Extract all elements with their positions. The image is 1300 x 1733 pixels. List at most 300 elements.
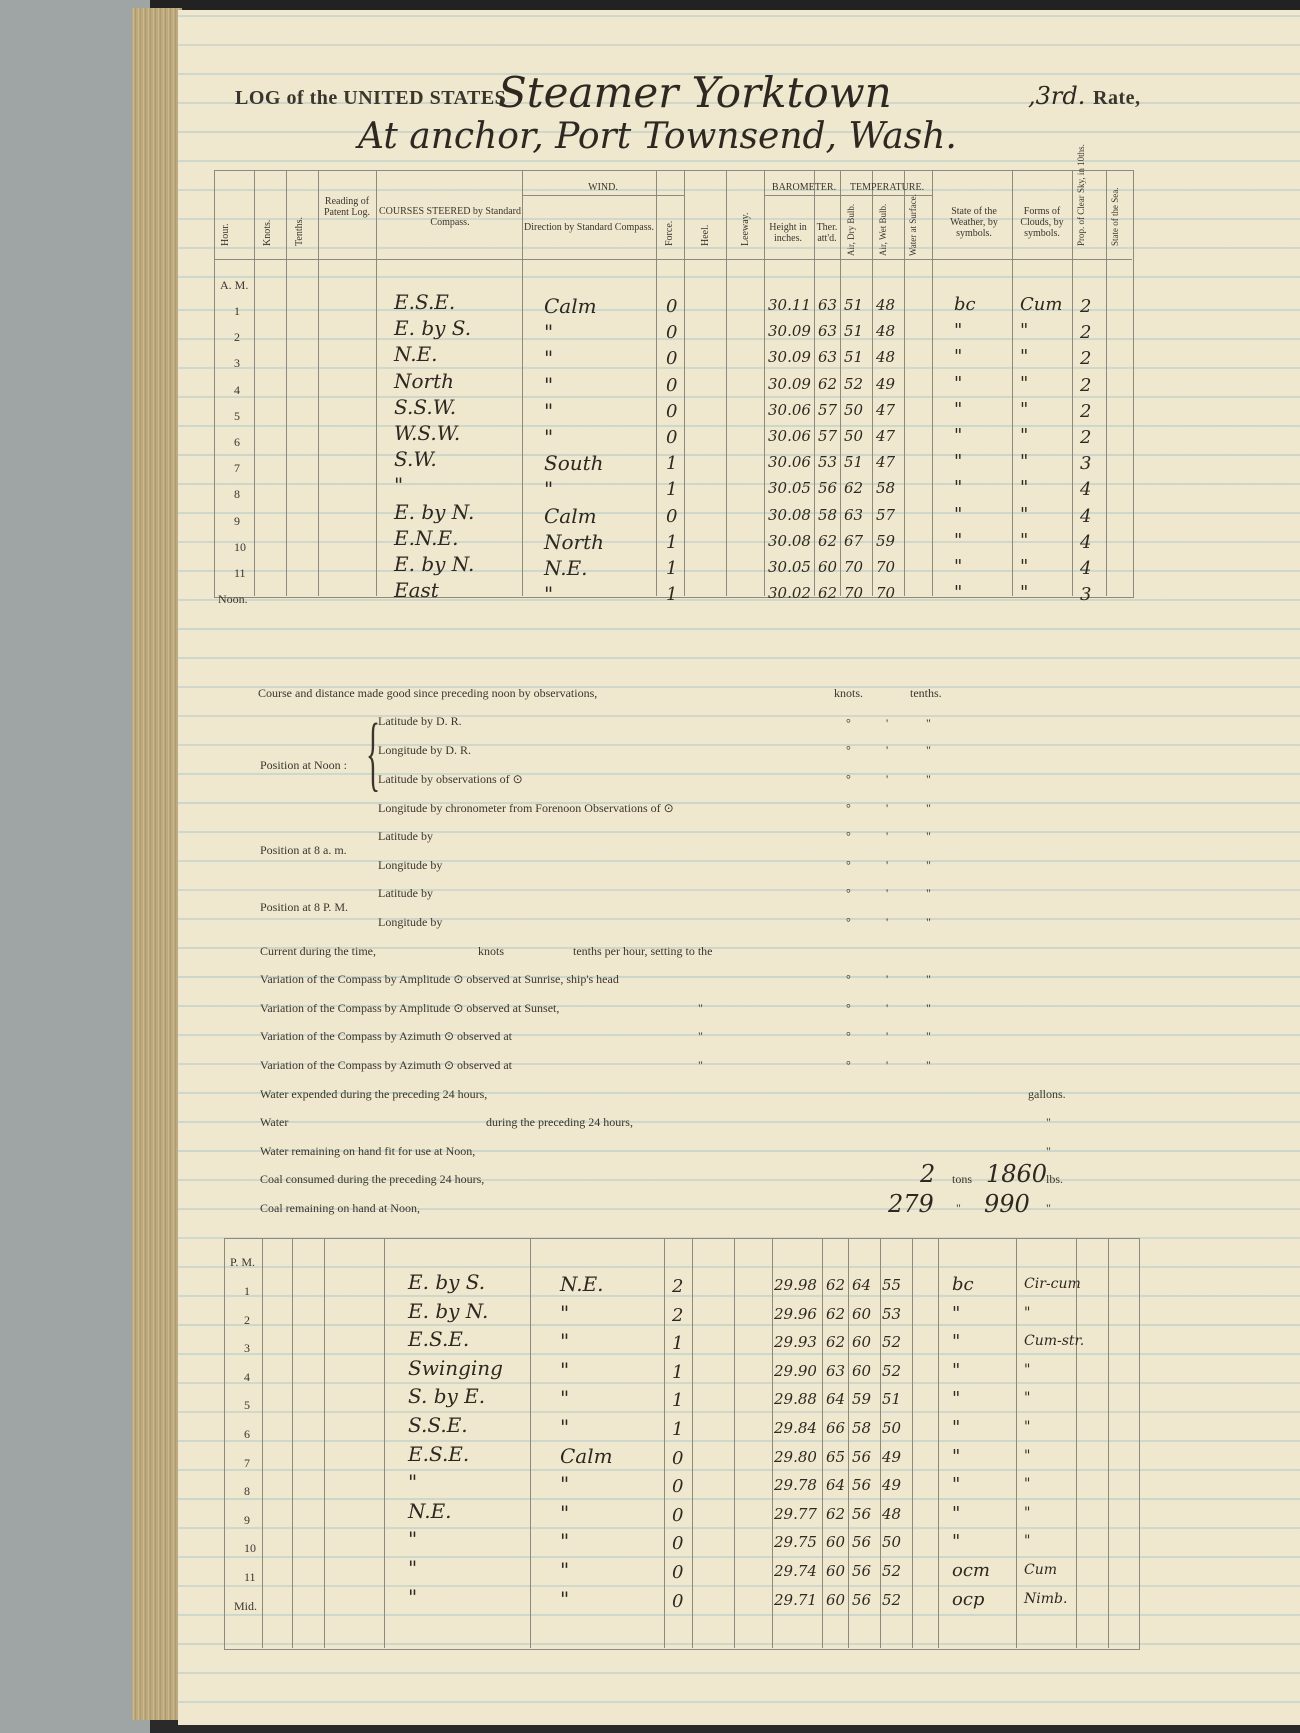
am-clear-sky: 2 [1080, 296, 1092, 317]
col-clear-sky: Prop. of Clear Sky, in 10ths. [1076, 144, 1086, 246]
am-wind: North [544, 529, 605, 554]
col-dry-bulb: Air, Dry Bulb. [846, 203, 856, 256]
pm-course: " [408, 1527, 418, 1552]
pm-force: 0 [672, 1590, 684, 1612]
am-barometer: 30.05 [768, 558, 811, 576]
pm-column-rule [848, 1238, 849, 1648]
am-hour: 11 [234, 566, 246, 580]
degree-mark: ° [846, 915, 851, 929]
am-wind: " [544, 320, 554, 345]
degree-mark: ° [846, 716, 851, 730]
am-hour: 7 [234, 461, 240, 476]
am-column-rule [318, 170, 319, 596]
pm-course: Swinging [408, 1355, 503, 1380]
am-clear-sky: 3 [1080, 453, 1092, 475]
col-height: Height in inches. [769, 222, 807, 244]
pm-ther: 62 [826, 1304, 846, 1323]
col-temperature: TEMPERATURE. [849, 182, 925, 193]
pm-force: 2 [672, 1304, 684, 1326]
pm-column-rule [912, 1238, 913, 1648]
am-wind: " [544, 398, 554, 423]
col-water-surface: Water at Surface. [908, 194, 918, 256]
form-knots: knots. [834, 686, 864, 700]
pm-course: E. by N. [408, 1298, 489, 1323]
pm-column-rule [1108, 1238, 1109, 1648]
pm-barometer: 29.78 [774, 1476, 817, 1495]
am-barometer: 30.09 [768, 374, 811, 393]
pm-barometer: 29.71 [774, 1590, 817, 1609]
coal-consumed-lbs: 1860 [986, 1160, 1048, 1188]
pm-column-rule [530, 1238, 531, 1648]
pm-barometer: 29.80 [774, 1447, 817, 1466]
pm-clouds: " [1024, 1533, 1031, 1550]
am-clear-sky: 2 [1080, 374, 1092, 396]
am-wind: Calm [544, 503, 597, 528]
pm-hour: 8 [244, 1484, 250, 1499]
pm-hour: 11 [244, 1570, 256, 1584]
am-force: 1 [666, 453, 678, 475]
location-note: At anchor, Port Townsend, Wash. [358, 116, 957, 157]
pm-force: 2 [672, 1276, 684, 1297]
am-hour: 10 [234, 539, 246, 554]
pm-course: " [408, 1584, 418, 1609]
pm-hour: Mid. [234, 1598, 258, 1613]
am-hour: 6 [234, 435, 240, 449]
am-weather: " [954, 529, 963, 551]
header-divider [214, 259, 1132, 260]
am-clear-sky: 2 [1080, 400, 1092, 422]
pm-barometer: 29.96 [774, 1304, 817, 1323]
am-wind: " [544, 582, 554, 607]
pm-force: 1 [672, 1333, 684, 1355]
coal-remaining-tons: 279 [888, 1190, 934, 1218]
am-course: S.W. [394, 447, 437, 472]
am-column-rule [684, 170, 685, 596]
pm-clouds: " [1024, 1447, 1031, 1464]
pm-column-rule [938, 1238, 939, 1648]
degree-mark: ° [846, 858, 851, 872]
am-weather: " [954, 477, 963, 499]
am-ther: 58 [818, 505, 838, 524]
pm-weather: " [952, 1474, 961, 1496]
am-column-rule [522, 170, 523, 596]
am-clear-sky: 4 [1080, 505, 1092, 527]
pm-wind: " [560, 1329, 570, 1354]
pm-column-rule [734, 1238, 735, 1648]
form-course-distance: Course and distance made good since preceding noon by observations, [258, 686, 598, 700]
am-dry-bulb: 52 [844, 374, 864, 393]
am-column-rule [1072, 170, 1073, 596]
pm-ther: 64 [826, 1390, 846, 1409]
am-course: E. by S. [394, 316, 472, 341]
background-panel [0, 0, 150, 1733]
pm-wet-bulb: 49 [882, 1447, 902, 1466]
pm-force: 1 [672, 1419, 684, 1440]
pm-barometer: 29.90 [774, 1361, 817, 1380]
am-clear-sky: 2 [1080, 427, 1092, 448]
am-weather: " [954, 556, 963, 577]
am-course: N.E. [394, 342, 438, 367]
pm-hour: 1 [244, 1284, 250, 1298]
form-var-sunrise: Variation of the Compass by Amplitude ⊙ observed at Sunrise, ship's head [260, 972, 619, 986]
form-current-tenths: tenths per hour, setting to the [573, 944, 713, 958]
pm-weather: ocm [952, 1560, 990, 1581]
second-mark: " [926, 829, 931, 843]
form-position-8am: Position at 8 a. m. [260, 843, 347, 857]
pm-wind: " [560, 1415, 570, 1439]
col-ther: Ther. att'd. [816, 222, 838, 244]
am-ther: 53 [818, 453, 838, 472]
am-barometer: 30.09 [768, 348, 811, 367]
col-leeway: Leeway. [740, 212, 751, 246]
form-lon-chrono: Longitude by chronometer from Forenoon Observations of ⊙ [378, 801, 674, 815]
col-heel: Heel. [700, 224, 711, 246]
am-barometer: 30.09 [768, 322, 811, 341]
minute-mark: ' [886, 858, 889, 872]
am-hour: Noon. [218, 592, 248, 607]
form-lon-8am: Longitude by [378, 858, 443, 872]
am-dry-bulb: 51 [844, 453, 864, 472]
pm-force: 0 [672, 1476, 684, 1498]
am-column-rule [872, 170, 873, 596]
pm-force: 0 [672, 1504, 684, 1526]
am-weather: " [954, 398, 963, 420]
am-wet-bulb: 59 [876, 531, 896, 550]
pm-weather: " [952, 1388, 961, 1410]
am-column-rule [932, 170, 933, 596]
am-clouds: " [1020, 582, 1029, 604]
am-course: North [394, 368, 455, 393]
am-weather: " [954, 346, 963, 368]
pm-hour: 9 [244, 1512, 250, 1527]
pm-clouds: Cir-cum [1024, 1276, 1081, 1292]
am-weather: " [954, 425, 963, 446]
coal-remaining-lbs: 990 [984, 1190, 1030, 1218]
pm-force: 0 [672, 1533, 684, 1555]
am-clouds: " [1020, 320, 1029, 342]
col-patent-log: Reading of Patent Log. [323, 196, 371, 218]
ditto-4: " [1046, 1115, 1051, 1129]
pm-weather: " [952, 1302, 961, 1324]
pm-force: 1 [672, 1361, 684, 1383]
form-position-noon: Position at Noon : [260, 758, 348, 772]
col-courses: COURSES STEERED by Standard Compass. [379, 206, 521, 228]
form-tons: tons [952, 1172, 973, 1186]
second-mark: " [926, 915, 931, 929]
form-gallons: gallons. [1028, 1087, 1066, 1101]
pm-weather: bc [952, 1274, 974, 1295]
col-hour: Hour. [220, 223, 231, 246]
am-clouds: " [1020, 372, 1029, 394]
degree-mark: ° [846, 801, 851, 815]
am-wet-bulb: 58 [876, 479, 896, 498]
pm-wet-bulb: 52 [882, 1562, 902, 1580]
pm-hour: 5 [244, 1398, 250, 1413]
pm-weather: " [952, 1331, 961, 1353]
col-barometer: BAROMETER. [771, 182, 837, 193]
am-barometer: 30.02 [768, 584, 811, 603]
pm-dry-bulb: 56 [852, 1562, 872, 1580]
pm-barometer: 29.98 [774, 1276, 817, 1294]
pm-hour: 6 [244, 1427, 250, 1441]
minute-mark: ' [886, 886, 889, 900]
minute-mark: ' [886, 743, 889, 757]
minute-mark: ' [886, 716, 889, 730]
form-lon-dr: Longitude by D. R. [378, 743, 471, 757]
pm-barometer: 29.74 [774, 1562, 817, 1580]
ditto-6: " [956, 1201, 961, 1215]
form-tenths: tenths. [910, 686, 942, 700]
am-hour: 1 [234, 304, 240, 318]
pm-weather: " [952, 1445, 961, 1467]
pm-ther: 65 [826, 1447, 846, 1466]
degree-mark: ° [846, 743, 851, 757]
pm-wet-bulb: 53 [882, 1304, 902, 1323]
am-clouds: " [1020, 425, 1029, 446]
form-var-az1: Variation of the Compass by Azimuth ⊙ observed at [260, 1029, 513, 1043]
col-tenths: Tenths. [294, 216, 305, 246]
pm-dry-bulb: 60 [852, 1333, 872, 1352]
am-force: 0 [666, 505, 678, 527]
pm-ther: 62 [826, 1504, 846, 1523]
am-wind: N.E. [544, 556, 588, 580]
pm-wind: " [560, 1300, 570, 1325]
pm-wind: N.E. [560, 1272, 604, 1296]
degree-mark: ° [846, 1029, 851, 1043]
form-coal-remaining: Coal remaining on hand at Noon, [260, 1201, 420, 1215]
pm-wet-bulb: 52 [882, 1590, 902, 1609]
col-force: Force. [664, 220, 675, 246]
am-column-rule [1106, 170, 1107, 596]
am-hour: 8 [234, 487, 240, 502]
form-lbs: lbs. [1046, 1172, 1064, 1186]
second-mark: " [926, 772, 931, 786]
am-wind: " [544, 346, 554, 371]
pm-column-rule [1076, 1238, 1077, 1648]
pm-weather: " [952, 1417, 961, 1438]
am-ther: 63 [818, 322, 838, 341]
pm-hour: 4 [244, 1369, 250, 1384]
am-barometer: 30.06 [768, 400, 811, 419]
form-lat-obs: Latitude by observations of ⊙ [378, 772, 523, 786]
minute-mark: ' [886, 772, 889, 786]
am-force: 1 [666, 584, 678, 606]
am-dry-bulb: 63 [844, 505, 864, 524]
pm-dry-bulb: 56 [852, 1504, 872, 1523]
pm-force: 1 [672, 1390, 684, 1412]
am-ther: 62 [818, 374, 838, 393]
am-ther: 57 [818, 400, 838, 419]
am-clouds: " [1020, 529, 1029, 551]
book-page-edges [132, 8, 182, 1720]
pm-clouds: Nimb. [1024, 1590, 1068, 1607]
pm-wind: " [560, 1500, 570, 1525]
pm-clouds: Cum [1024, 1562, 1058, 1578]
am-clouds: " [1020, 503, 1029, 525]
pm-course: " [408, 1556, 418, 1580]
am-barometer: 30.06 [768, 427, 811, 445]
am-weather: " [954, 320, 963, 342]
form-coal-consumed: Coal consumed during the preceding 24 hours, [260, 1172, 485, 1186]
am-dry-bulb: 50 [844, 427, 864, 445]
am-force: 0 [666, 374, 678, 396]
second-mark: " [926, 716, 931, 730]
coal-consumed-tons: 2 [920, 1160, 936, 1188]
form-water: Water [260, 1115, 289, 1129]
ditto-7: " [1046, 1201, 1051, 1215]
form-position-8pm: Position at 8 P. M. [260, 900, 349, 914]
pm-dry-bulb: 60 [852, 1304, 872, 1323]
minute-mark: ' [886, 972, 889, 986]
col-weather: State of the Weather, by symbols. [950, 206, 998, 239]
noon-brace: { [366, 707, 381, 800]
pm-label: P. M. [230, 1255, 256, 1269]
am-hour: 2 [234, 330, 240, 345]
am-column-rule [726, 170, 727, 596]
form-lat-dr: Latitude by D. R. [378, 714, 462, 728]
am-dry-bulb: 70 [844, 584, 864, 603]
degree-mark: ° [846, 886, 851, 900]
col-wind-direction: Direction by Standard Compass. [524, 222, 654, 233]
col-wet-bulb: Air, Wet Bulb. [878, 203, 888, 256]
pm-course: E.S.E. [408, 1441, 470, 1466]
am-force: 0 [666, 296, 678, 317]
pm-ther: 63 [826, 1361, 846, 1380]
am-column-rule [376, 170, 377, 596]
ditto-5: " [1046, 1144, 1051, 1158]
pm-hour: 2 [244, 1312, 250, 1327]
degree-mark: ° [846, 1001, 851, 1015]
top-border [150, 0, 1300, 10]
am-ther: 62 [818, 584, 838, 603]
pm-wet-bulb: 48 [882, 1504, 902, 1523]
pm-wind: " [560, 1586, 570, 1611]
form-var-az2: Variation of the Compass by Azimuth ⊙ observed at [260, 1058, 513, 1072]
am-ther: 57 [818, 427, 838, 445]
pm-wet-bulb: 52 [882, 1361, 902, 1380]
am-clouds: " [1020, 556, 1029, 577]
col-knots: Knots. [262, 219, 273, 246]
am-wind: South [544, 451, 604, 476]
am-hour: 9 [234, 513, 240, 528]
am-wet-bulb: 47 [876, 453, 896, 472]
log-page [178, 10, 1300, 1725]
am-course: E.S.E. [394, 290, 456, 314]
pm-course: " [408, 1470, 418, 1495]
pm-dry-bulb: 56 [852, 1590, 872, 1609]
am-force: 1 [666, 558, 678, 579]
pm-column-rule [324, 1238, 325, 1648]
pm-course: N.E. [408, 1498, 452, 1523]
degree-mark: ° [846, 829, 851, 843]
pm-column-rule [1016, 1238, 1017, 1648]
pm-ther: 64 [826, 1476, 846, 1495]
am-wet-bulb: 57 [876, 505, 896, 524]
ditto-1: " [698, 1001, 703, 1015]
am-barometer: 30.06 [768, 453, 811, 472]
pm-wind: " [560, 1558, 570, 1582]
pm-wind: " [560, 1386, 570, 1411]
am-dry-bulb: 67 [844, 531, 864, 550]
am-clear-sky: 4 [1080, 531, 1092, 553]
pm-clouds: " [1024, 1361, 1031, 1378]
pm-ther: 60 [826, 1533, 846, 1552]
am-clouds: Cum [1020, 294, 1063, 315]
am-column-rule [656, 170, 657, 596]
am-barometer: 30.05 [768, 479, 811, 498]
am-weather: bc [954, 294, 976, 315]
pm-column-rule [692, 1238, 693, 1648]
am-clear-sky: 2 [1080, 322, 1092, 344]
pm-barometer: 29.93 [774, 1333, 817, 1352]
form-lat-8am: Latitude by [378, 829, 433, 843]
pm-dry-bulb: 56 [852, 1533, 872, 1552]
pm-wet-bulb: 50 [882, 1419, 902, 1437]
pm-wind: " [560, 1472, 570, 1497]
am-hour: 5 [234, 408, 240, 423]
pm-hour: 10 [244, 1541, 256, 1556]
am-course: S.S.W. [394, 394, 457, 419]
am-ther: 60 [818, 558, 838, 576]
second-mark: " [926, 1058, 931, 1072]
pm-wind: Calm [560, 1443, 613, 1468]
am-clear-sky: 2 [1080, 348, 1092, 370]
pm-clouds: " [1024, 1504, 1031, 1521]
am-force: 1 [666, 531, 678, 553]
degree-mark: ° [846, 772, 851, 786]
pm-wet-bulb: 51 [882, 1390, 902, 1409]
pm-dry-bulb: 56 [852, 1476, 872, 1495]
second-mark: " [926, 1001, 931, 1015]
pm-course: E.S.E. [408, 1327, 470, 1352]
pm-hour: 7 [244, 1455, 250, 1470]
am-weather: " [954, 372, 963, 394]
pm-weather: ocp [952, 1588, 985, 1610]
pm-ther: 60 [826, 1562, 846, 1580]
pm-wet-bulb: 52 [882, 1333, 902, 1352]
pm-dry-bulb: 59 [852, 1390, 872, 1409]
minute-mark: ' [886, 829, 889, 843]
am-wet-bulb: 70 [876, 584, 896, 603]
pm-barometer: 29.75 [774, 1533, 817, 1552]
am-clouds: " [1020, 346, 1029, 368]
form-water-remaining: Water remaining on hand fit for use at Noon, [260, 1144, 476, 1158]
pm-clouds: " [1024, 1390, 1031, 1407]
pm-ther: 62 [826, 1276, 846, 1294]
am-hour: 4 [234, 382, 240, 397]
am-clouds: " [1020, 451, 1029, 473]
second-mark: " [926, 1029, 931, 1043]
pm-clouds: " [1024, 1476, 1031, 1493]
am-wet-bulb: 48 [876, 296, 896, 314]
pm-column-rule [664, 1238, 665, 1648]
log-title-label: LOG of the UNITED STATES [235, 87, 507, 109]
am-weather: " [954, 582, 963, 604]
am-column-rule [904, 170, 905, 596]
col-wind: WIND. [588, 182, 618, 193]
pm-clouds: " [1024, 1304, 1031, 1321]
am-barometer: 30.08 [768, 505, 811, 524]
minute-mark: ' [886, 915, 889, 929]
am-label: A. M. [220, 278, 249, 292]
form-var-sunset: Variation of the Compass by Amplitude ⊙ observed at Sunset, [260, 1001, 560, 1015]
pm-dry-bulb: 56 [852, 1447, 872, 1466]
am-force: 0 [666, 348, 678, 370]
am-weather: " [954, 503, 963, 525]
am-wind: " [544, 425, 554, 449]
wind-subheader-rule [522, 195, 684, 196]
pm-column-rule [262, 1238, 263, 1648]
